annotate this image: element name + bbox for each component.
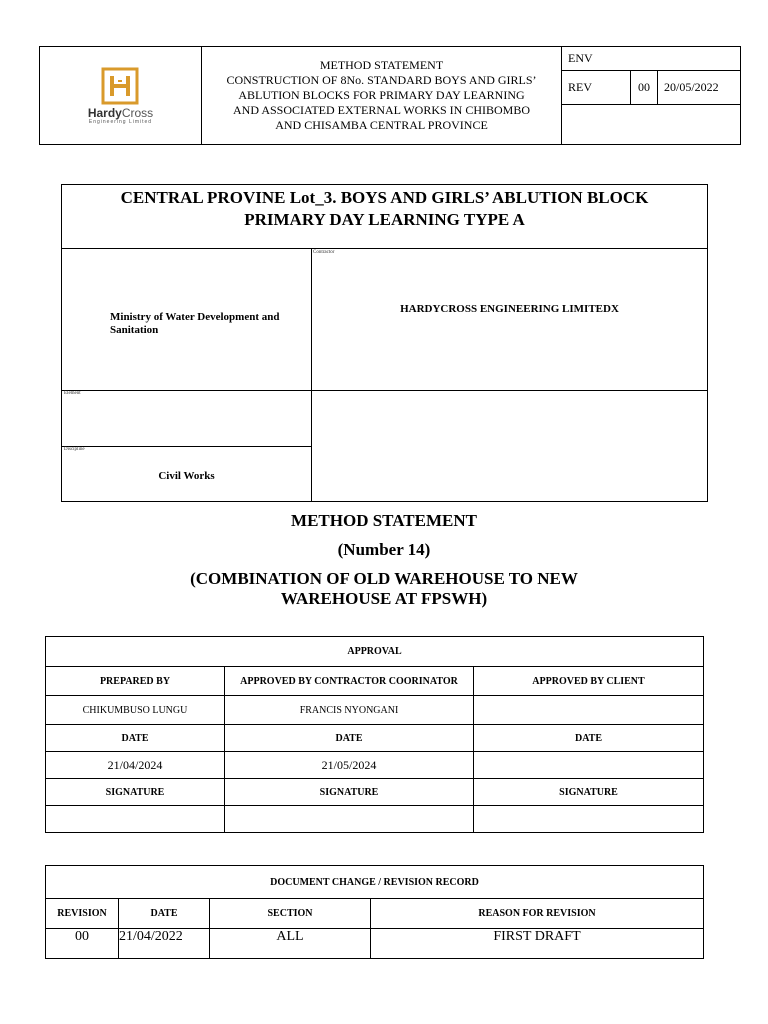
contractor-name: HARDYCROSS ENGINEERING LIMITEDX [400, 303, 619, 315]
title-line: METHOD STATEMENT [319, 58, 444, 72]
method-statement-number: (Number 14) [337, 540, 431, 559]
title-line: CONSTRUCTION OF 8No. STANDARD BOYS AND GIRLS’ [226, 73, 537, 87]
title-line: AND CHISAMBA CENTRAL PROVINCE [275, 118, 488, 132]
rev-number: 00 [631, 71, 658, 105]
client-date [474, 752, 704, 779]
project-title-line: PRIMARY DAY LEARNING TYPE A [244, 210, 525, 229]
signature-label: SIGNATURE [474, 779, 704, 806]
table-row [46, 929, 704, 959]
approval-table [45, 636, 704, 833]
title-line: ABLUTION BLOCKS FOR PRIMARY DAY LEARNING [238, 88, 525, 102]
prepared-by-name: CHIKUMBUSO LUNGU [46, 696, 225, 725]
project-info-box [61, 184, 708, 502]
contractor-label: Contractor [313, 250, 335, 255]
table-header: DATE [119, 899, 210, 929]
logo-cell [40, 47, 202, 145]
company-logo [88, 67, 153, 125]
revision-record-table [45, 865, 704, 959]
table-header: REVISION [46, 899, 119, 929]
revision-reason: FIRST DRAFT [371, 929, 704, 959]
method-statement-subject: (COMBINATION OF OLD WAREHOUSE TO NEW WAREHOUSE AT FPSWH) [190, 569, 578, 608]
divider [62, 446, 311, 447]
method-statement-title: METHOD STATEMENT [291, 511, 477, 530]
title-line: AND ASSOCIATED EXTERNAL WORKS IN CHIBOMBO [232, 103, 530, 117]
logo-wordmark: HardyCross [87, 105, 154, 120]
divider [311, 249, 312, 501]
logo-tagline: Engineering Limited [88, 118, 153, 125]
header-blank-cell [562, 105, 741, 145]
table-header: SECTION [210, 899, 371, 929]
document-title-cell [202, 47, 562, 145]
approved-by-coordinator-name: FRANCIS NYONGANI [225, 696, 474, 725]
revision-record-title: DOCUMENT CHANGE / REVISION RECORD [46, 866, 704, 899]
document-header [39, 46, 741, 145]
signature-field[interactable] [46, 806, 225, 833]
approved-by-client-name [474, 696, 704, 725]
table-header: REASON FOR REVISION [371, 899, 704, 929]
hardycross-logo-icon [101, 67, 139, 105]
client-name: Ministry of Water Development and Sanitation [110, 311, 280, 336]
date-label: DATE [474, 725, 704, 752]
signature-field[interactable] [225, 806, 474, 833]
date-label: DATE [225, 725, 474, 752]
prepared-date: 21/04/2024 [46, 752, 225, 779]
element-label: Element [64, 391, 81, 396]
rev-label: REV [562, 71, 631, 105]
approval-title: APPROVAL [46, 637, 704, 667]
table-header: PREPARED BY [46, 667, 225, 696]
project-title [62, 185, 707, 249]
env-cell: ENV [562, 47, 741, 71]
discipline-value: Civil Works [158, 470, 215, 482]
table-header: APPROVED BY CLIENT [474, 667, 704, 696]
signature-label: SIGNATURE [46, 779, 225, 806]
revision-section: ALL [210, 929, 371, 959]
coordinator-date: 21/05/2024 [225, 752, 474, 779]
signature-label: SIGNATURE [225, 779, 474, 806]
date-label: DATE [46, 725, 225, 752]
revision-number: 00 [46, 929, 119, 959]
table-header: APPROVED BY CONTRACTOR COORINATOR [225, 667, 474, 696]
divider [62, 390, 707, 391]
project-title-line: CENTRAL PROVINE Lot_3. BOYS AND GIRLS’ ABLUTION BLOCK [120, 188, 649, 207]
discipline-label: Discipline [64, 447, 85, 452]
rev-date: 20/05/2022 [658, 71, 741, 105]
signature-field[interactable] [474, 806, 704, 833]
revision-date: 21/04/2022 [119, 929, 210, 959]
